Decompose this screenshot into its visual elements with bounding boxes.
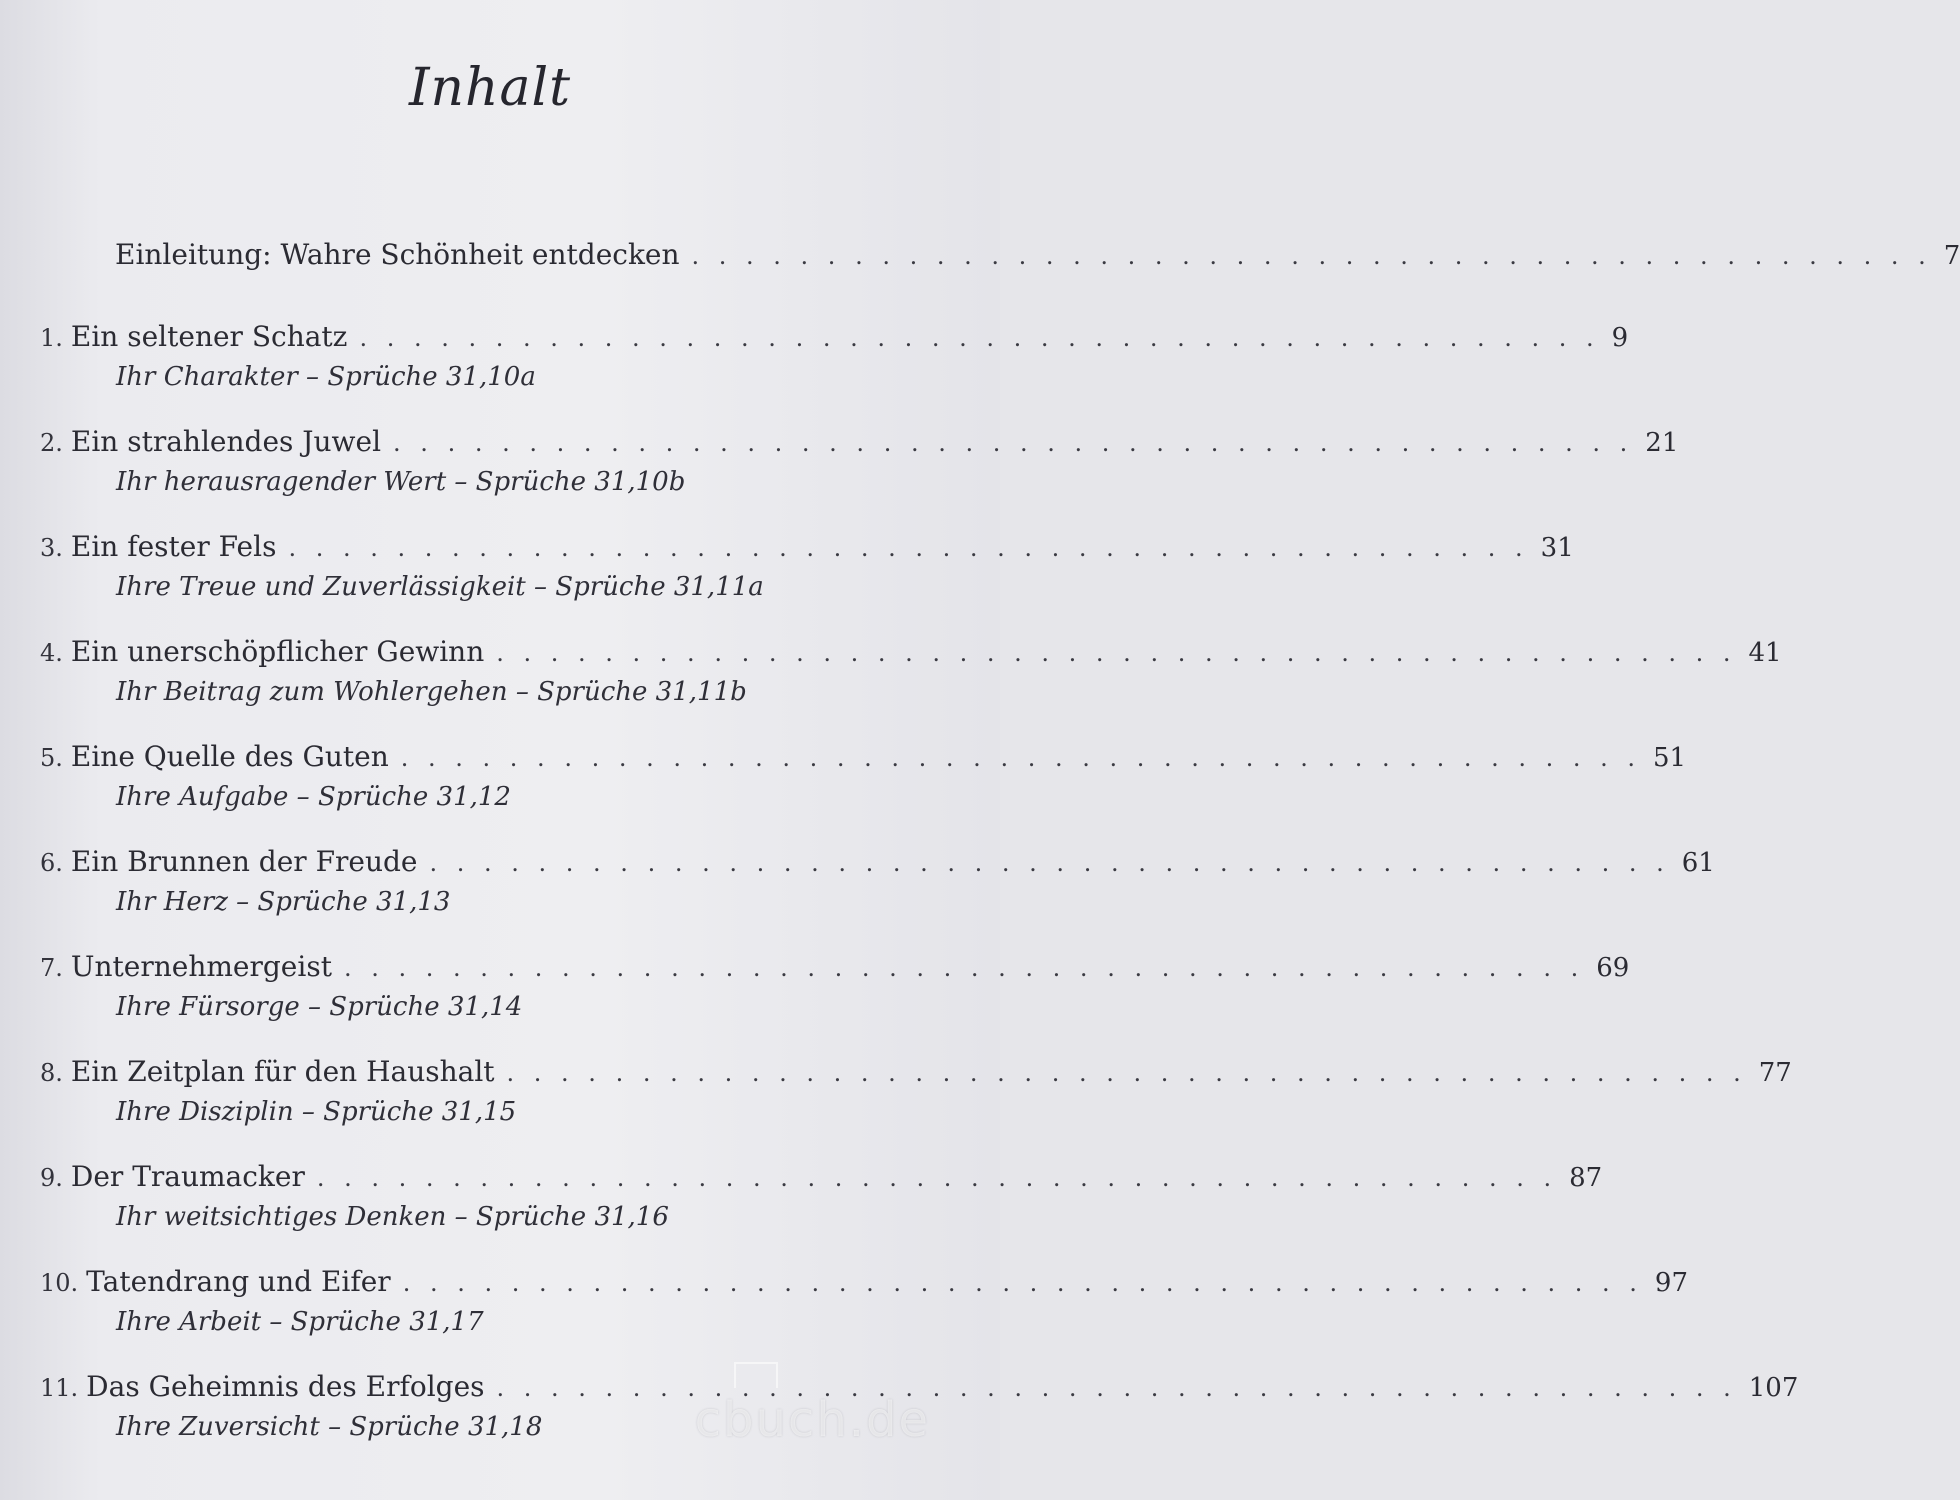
- toc-entry-9: [40, 1160, 1603, 1250]
- chapter-number: 3.: [40, 534, 63, 562]
- chapter-title: Eine Quelle des Guten: [70, 740, 389, 773]
- leader-dots: . . . . . . . . . . . . . . . . . . . . . . . . . . . . . . . . . . . . . . . . . . . . . .: [496, 639, 1737, 667]
- intro-title: Einleitung: Wahre Schönheit entdecken: [115, 238, 680, 271]
- chapter-number: 7.: [40, 954, 63, 982]
- chapter-number: 5.: [40, 744, 63, 772]
- chapter-title: Ein strahlendes Juwel: [70, 425, 382, 458]
- watermark: cbuch.de: [694, 1392, 930, 1448]
- chapter-title: Ein unerschöpflicher Gewinn: [70, 635, 485, 668]
- chapter-number: 11.: [40, 1374, 79, 1402]
- leader-dots: . . . . . . . . . . . . . . . . . . . . . . . . . . . . . . . . . . . . . . . . . . . . . .: [288, 534, 1529, 562]
- leader-dots: . . . . . . . . . . . . . . . . . . . . . . . . . . . . . . . . . . . . . . . . . . . . . .: [402, 1269, 1643, 1297]
- chapter-subtitle: Ihre Disziplin – Sprüche 31,15: [116, 1097, 517, 1127]
- chapter-number: 10.: [40, 1269, 79, 1297]
- chapter-number: 4.: [40, 639, 63, 667]
- leader-dots: . . . . . . . . . . . . . . . . . . . . . . . . . . . . . . . . . . . . . . . . . . . . . .: [400, 744, 1641, 772]
- toc-intro: [115, 238, 1960, 278]
- toc-entry-2: [40, 425, 1679, 515]
- chapter-subtitle: Ihre Zuversicht – Sprüche 31,18: [116, 1412, 543, 1442]
- chapter-page: 31: [1540, 533, 1574, 563]
- chapter-page: 97: [1654, 1268, 1689, 1298]
- chapter-subtitle: Ihr Herz – Sprüche 31,13: [116, 887, 451, 917]
- toc-entry-7: [40, 950, 1630, 1040]
- chapter-page: 9: [1611, 323, 1629, 353]
- chapter-number: 9.: [40, 1164, 63, 1192]
- toc-entry-4: [40, 635, 1782, 725]
- chapter-page: 61: [1681, 848, 1715, 878]
- chapter-subtitle: Ihr Beitrag zum Wohlergehen – Sprüche 31,11b: [116, 677, 747, 707]
- toc-entry-10: [40, 1265, 1689, 1355]
- chapter-page: 87: [1569, 1163, 1603, 1193]
- leader-dots: . . . . . . . . . . . . . . . . . . . . . . . . . . . . . . . . . . . . . . . . . . . . . .: [496, 1374, 1737, 1402]
- leader-dots: . . . . . . . . . . . . . . . . . . . . . . . . . . . . . . . . . . . . . . . . . . . . . .: [691, 242, 1932, 270]
- chapter-number: 2.: [40, 429, 63, 457]
- chapter-number: 8.: [40, 1059, 63, 1087]
- chapter-number: 1.: [40, 324, 63, 352]
- leader-dots: . . . . . . . . . . . . . . . . . . . . . . . . . . . . . . . . . . . . . . . . . . . . . .: [393, 429, 1634, 457]
- chapter-title: Ein Brunnen der Freude: [70, 845, 418, 878]
- toc-entry-1: [40, 320, 1629, 410]
- page-title: Inhalt: [408, 58, 572, 118]
- chapter-page: 69: [1596, 953, 1630, 983]
- chapter-page: 41: [1748, 638, 1782, 668]
- chapter-subtitle: Ihre Fürsorge – Sprüche 31,14: [116, 992, 523, 1022]
- toc-entry-5: [40, 740, 1687, 830]
- leader-dots: . . . . . . . . . . . . . . . . . . . . . . . . . . . . . . . . . . . . . . . . . . . . . .: [506, 1059, 1747, 1087]
- chapter-number: 6.: [40, 849, 63, 877]
- chapter-subtitle: Ihr herausragender Wert – Sprüche 31,10b: [116, 467, 686, 497]
- chapter-title: Ein seltener Schatz: [70, 320, 348, 353]
- chapter-page: 21: [1645, 428, 1679, 458]
- leader-dots: . . . . . . . . . . . . . . . . . . . . . . . . . . . . . . . . . . . . . . . . . . . . . .: [343, 954, 1585, 982]
- chapter-title: Ein Zeitplan für den Haushalt: [70, 1055, 495, 1088]
- chapter-subtitle: Ihre Arbeit – Sprüche 31,17: [116, 1307, 484, 1337]
- chapter-title: Tatendrang und Eifer: [86, 1265, 391, 1298]
- intro-page: 7: [1943, 241, 1960, 271]
- leader-dots: . . . . . . . . . . . . . . . . . . . . . . . . . . . . . . . . . . . . . . . . . . . . . .: [359, 324, 1600, 352]
- chapter-subtitle: Ihr Charakter – Sprüche 31,10a: [116, 362, 536, 392]
- toc-entry-3: [40, 530, 1574, 620]
- toc-entry-6: [40, 845, 1715, 935]
- leader-dots: . . . . . . . . . . . . . . . . . . . . . . . . . . . . . . . . . . . . . . . . . . . . . .: [429, 849, 1670, 877]
- chapter-title: Das Geheimnis des Erfolges: [86, 1370, 485, 1403]
- chapter-page: 51: [1653, 743, 1687, 773]
- leader-dots: . . . . . . . . . . . . . . . . . . . . . . . . . . . . . . . . . . . . . . . . . . . . . .: [316, 1164, 1558, 1192]
- chapter-page: 107: [1748, 1373, 1799, 1403]
- chapter-title: Ein fester Fels: [70, 530, 277, 563]
- toc-entry-8: [40, 1055, 1792, 1145]
- chapter-subtitle: Ihr weitsichtiges Denken – Sprüche 31,16: [116, 1202, 669, 1232]
- chapter-page: 77: [1758, 1058, 1792, 1088]
- chapter-subtitle: Ihre Aufgabe – Sprüche 31,12: [116, 782, 511, 812]
- watermark-house-icon: [734, 1362, 778, 1388]
- chapter-title: Der Traumacker: [70, 1160, 305, 1193]
- chapter-subtitle: Ihre Treue und Zuverlässigkeit – Sprüche 31,11a: [116, 572, 764, 602]
- chapter-title: Unternehmergeist: [70, 950, 332, 983]
